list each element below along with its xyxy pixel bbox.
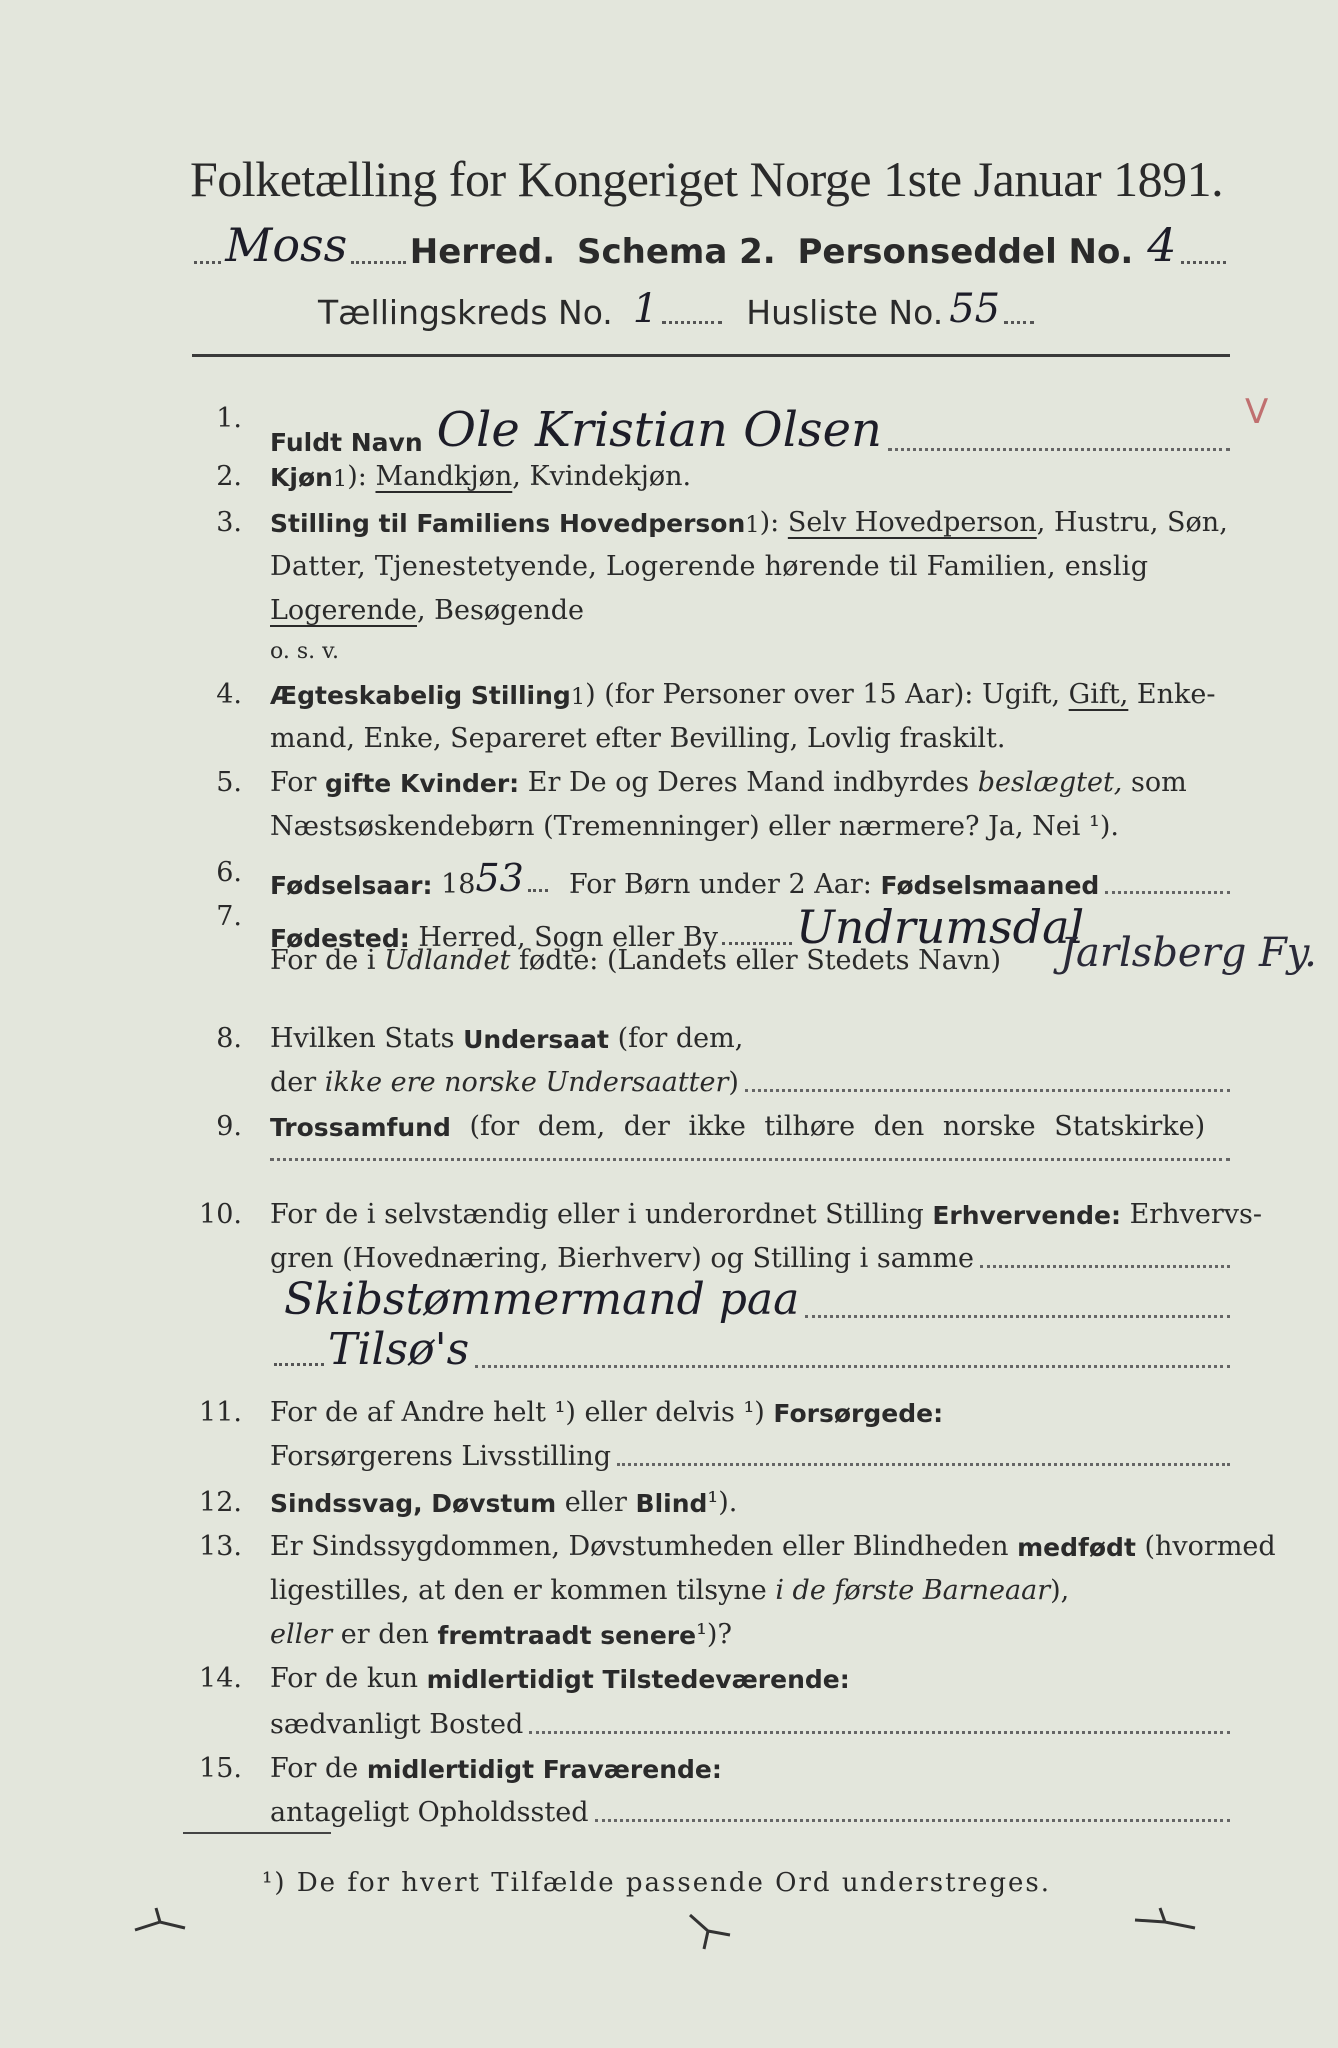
personseddel-value: 4 — [1147, 218, 1177, 272]
item-text: Udlandet — [384, 945, 511, 976]
option-selected: Gift, — [1068, 679, 1129, 710]
dotted-leader — [270, 1158, 1230, 1161]
form-title: Folketælling for Kongeriget Norge 1ste Januar 1891. — [190, 151, 1224, 207]
item-text: For de kun — [270, 1663, 427, 1694]
dotted-leader — [888, 448, 1230, 451]
dotted-leader — [1004, 321, 1034, 324]
item-label: Fødselsmaaned — [880, 871, 1100, 901]
item-label: fremtraadt senere — [437, 1621, 697, 1651]
item-text: Enke- — [1128, 679, 1216, 710]
item-text: eller — [556, 1487, 636, 1518]
item-label: Fødested: — [270, 924, 410, 954]
item-text: 18 — [432, 869, 476, 901]
item-text: ¹). — [707, 1487, 738, 1518]
item-label: Forsørgede: — [773, 1399, 944, 1429]
item-text: (hvormed — [1135, 1531, 1276, 1562]
item-number: 4. — [216, 679, 242, 710]
item-label: Fødselsaar: — [270, 871, 433, 901]
item-text: For de — [270, 1753, 367, 1784]
item-text: Herred, Sogn eller By — [409, 921, 718, 953]
dotted-leader — [980, 1265, 1230, 1268]
item-text: ), — [1050, 1575, 1070, 1606]
occupation-value: Skibstømmermand paa — [284, 1274, 800, 1325]
item-text: For Børn under 2 Aar: — [551, 869, 881, 901]
check-mark: V — [1245, 392, 1269, 432]
item-text: sædvanligt Bosted — [270, 1709, 524, 1740]
footnote: ¹) De for hvert Tilfælde passende Ord understreges. — [262, 1868, 1052, 1898]
item-text: ligestilles, at den er kommen tilsyne — [270, 1575, 776, 1606]
item-text: beslægtet, — [977, 767, 1123, 798]
item-text: ): — [347, 461, 367, 492]
item-label: Stilling til Familiens Hovedperson — [270, 509, 746, 539]
item-text: ) — [728, 1067, 739, 1098]
dotted-leader — [475, 1365, 1230, 1368]
item-number: 15. — [199, 1753, 242, 1784]
full-name-value: Ole Kristian Olsen — [436, 402, 882, 458]
item-number: 7. — [216, 901, 242, 932]
item-text: Hvilken Stats — [270, 1023, 464, 1054]
item-label: Ægteskabelig Stilling — [270, 681, 571, 711]
birthplace-value: Undrumsdal — [795, 900, 1085, 954]
husliste-value: 55 — [949, 286, 1001, 332]
dotted-leader — [351, 261, 406, 264]
item-number: 13. — [199, 1531, 242, 1562]
item-number: 1. — [216, 403, 242, 434]
item-text: ¹)? — [696, 1619, 732, 1650]
dotted-leader — [528, 889, 548, 892]
item-label: midlertidigt Fraværende: — [366, 1755, 722, 1785]
dotted-leader — [274, 1363, 324, 1366]
item-text: Er De og Deres Mand indbyrdes — [519, 767, 978, 798]
taellingskreds-value: 1 — [632, 286, 659, 332]
item-text: Datter, Tjenestetyende, Logerende hørende til Familien, enslig — [270, 551, 1149, 582]
item-text: , Hustru, Søn, — [1036, 507, 1228, 538]
item-text: o. s. v. — [270, 639, 339, 664]
item-label: medfødt — [1017, 1533, 1136, 1563]
item-text: (for dem, der ikke tilhøre den norske Statskirke) — [450, 1111, 1206, 1142]
item-text: er den — [332, 1619, 438, 1650]
header-line-herred — [190, 218, 1230, 272]
item-text: mand, Enke, Separeret efter Bevilling, Lovlig fraskilt. — [270, 723, 1006, 754]
item-label: Trossamfund — [270, 1113, 451, 1143]
item-text: som — [1122, 767, 1187, 798]
item-text: fødte: (Landets eller Stedets Navn) — [510, 945, 1001, 976]
item-text: eller — [270, 1619, 333, 1650]
occupation-value-2: Tilsø's — [328, 1324, 470, 1375]
foreign-birthplace-value: Jarlsberg Fy. — [1060, 930, 1317, 976]
item-text: Næstsøskendebørn (Tremenninger) eller nærmere? Ja, Nei ¹). — [270, 811, 1119, 842]
item-text: Er Sindssygdommen, Døvstumheden eller Blindheden — [270, 1531, 1018, 1562]
footnote-rule — [183, 1832, 331, 1834]
item-text: ): — [759, 507, 780, 538]
dotted-leader — [194, 261, 221, 264]
option-selected: Selv Hovedperson — [787, 507, 1037, 538]
item-number: 11. — [199, 1397, 242, 1428]
item-text: For de i — [270, 945, 385, 976]
dotted-leader — [595, 1819, 1231, 1822]
dotted-leader — [662, 321, 722, 324]
item-text: i de første Barneaar — [775, 1575, 1051, 1606]
item-number: 3. — [216, 507, 242, 538]
item-number: 2. — [216, 461, 242, 492]
item-label: gifte Kvinder: — [325, 769, 520, 799]
item-label: Undersaat — [463, 1025, 609, 1055]
item-text: Erhvervs- — [1121, 1199, 1262, 1230]
dotted-leader — [745, 1089, 1230, 1092]
item-text: For de i selvstændig eller i underordnet Stilling — [270, 1199, 933, 1230]
item-label: Erhvervende: — [932, 1201, 1122, 1231]
item-number: 10. — [199, 1199, 242, 1230]
item-number: 8. — [216, 1023, 242, 1054]
dotted-leader — [529, 1731, 1230, 1734]
header-line-kreds — [318, 286, 1218, 332]
item-text: For — [270, 767, 326, 798]
item-text: der — [270, 1067, 325, 1098]
birth-year-value: 53 — [475, 856, 524, 900]
item-label: Fuldt Navn — [270, 428, 423, 458]
personseddel-label: Personseddel No. — [797, 232, 1134, 272]
item-number: 14. — [199, 1663, 242, 1694]
dotted-leader — [1105, 891, 1230, 894]
item-label: Sindssvag, Døvstum — [270, 1489, 557, 1519]
item-text: gren (Hovednæring, Bierhverv) og Stilling i samme — [270, 1243, 975, 1274]
registration-mark-icon — [130, 1900, 190, 1940]
taellingskreds-label: Tællingskreds No. — [318, 293, 613, 332]
item-text: ikke ere norske Undersaatter — [324, 1067, 729, 1098]
item-label: midlertidigt Tilstedeværende: — [426, 1665, 850, 1695]
item-number: 6. — [216, 857, 242, 888]
registration-mark-icon — [680, 1905, 740, 1955]
schema-label: Schema 2. — [576, 232, 776, 272]
footnote-ref: 1 — [745, 511, 760, 538]
dotted-leader — [617, 1463, 1230, 1466]
item-text: Forsørgerens Livsstilling — [270, 1441, 612, 1472]
item-text: antageligt Opholdssted — [270, 1797, 589, 1828]
dotted-leader — [805, 1315, 1230, 1318]
husliste-label: Husliste No. — [746, 293, 944, 332]
herred-label: Herred. — [409, 232, 556, 272]
option-selected: Logerende — [270, 595, 417, 626]
item-number: 12. — [199, 1487, 242, 1518]
item-text: For de af Andre helt ¹) eller delvis ¹) — [270, 1397, 774, 1428]
herred-value: Moss — [225, 218, 348, 272]
item-text: ) (for Personer over 15 Aar): Ugift, — [585, 679, 1069, 710]
item-text: , Besøgende — [416, 595, 584, 626]
footnote-ref: 1 — [332, 465, 348, 492]
item-text: , Kvindekjøn. — [512, 461, 692, 492]
item-label: Kjøn — [270, 463, 333, 493]
dotted-leader — [1181, 261, 1226, 264]
footnote-ref: 1 — [570, 683, 586, 710]
item-number: 5. — [216, 767, 242, 798]
item-label: Blind — [635, 1489, 708, 1519]
item-number: 9. — [216, 1111, 242, 1142]
header-rule — [192, 354, 1230, 357]
item-text: (for dem, — [608, 1023, 744, 1054]
option-selected: Mandkjøn — [375, 461, 513, 492]
registration-mark-icon — [1130, 1900, 1200, 1940]
